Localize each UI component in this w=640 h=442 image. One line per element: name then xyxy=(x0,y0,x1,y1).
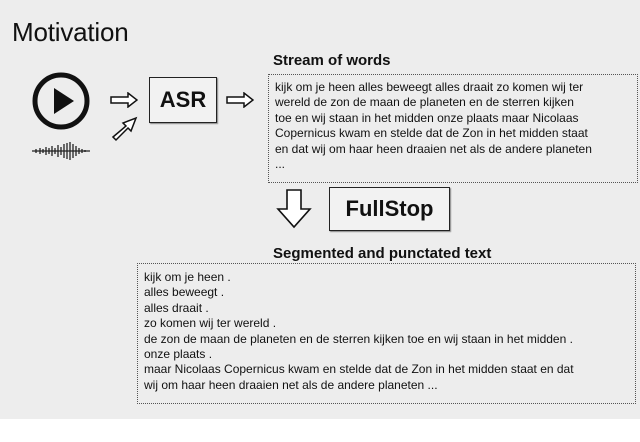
stream-line: Copernicus kwam en stelde dat de Zon in het midden staat xyxy=(275,126,588,141)
stream-line: wereld de zon de maan de planeten en de sterren kijken xyxy=(275,95,574,110)
segmented-heading: Segmented and punctated text xyxy=(273,245,492,262)
segmented-line: de zon de maan de planeten en de sterren kijken toe en wij staan in het midden . xyxy=(144,331,573,346)
segmented-line: zo komen wij ter wereld . xyxy=(144,316,277,331)
segmented-line: alles draait . xyxy=(144,300,209,315)
arrow-right-icon xyxy=(226,92,254,108)
segmented-line: alles beweegt . xyxy=(144,285,225,300)
stream-line: ... xyxy=(275,157,286,172)
stream-line: en dat wij om haar heen draaien net als de andere planeten xyxy=(275,141,592,156)
segmented-line: onze plaats . xyxy=(144,347,213,362)
arrow-right-icon xyxy=(110,92,138,108)
stream-line: kijk om je heen alles beweegt alles draait zo komen wij ter xyxy=(275,80,584,94)
segmented-line: wij om haar heen draaien net als de andere planeten ... xyxy=(144,377,438,392)
play-icon xyxy=(30,70,92,132)
arrow-down-icon xyxy=(276,189,312,229)
stream-heading: Stream of words xyxy=(273,52,391,69)
asr-box: ASR xyxy=(149,77,217,123)
slide-title: Motivation xyxy=(12,17,129,47)
arrow-diagonal-icon xyxy=(110,116,138,142)
segmented-line: maar Nicolaas Copernicus kwam en stelde dat de Zon in het midden staat en dat xyxy=(144,362,574,377)
audio-waveform-icon xyxy=(30,140,92,162)
stream-of-words-box xyxy=(268,74,638,183)
segmented-line: kijk om je heen . xyxy=(144,270,231,284)
stream-line: toe en wij staan in het midden onze plaats maar Nicolaas xyxy=(275,110,579,125)
fullstop-box: FullStop xyxy=(329,187,450,231)
segmented-text-box xyxy=(137,263,636,404)
